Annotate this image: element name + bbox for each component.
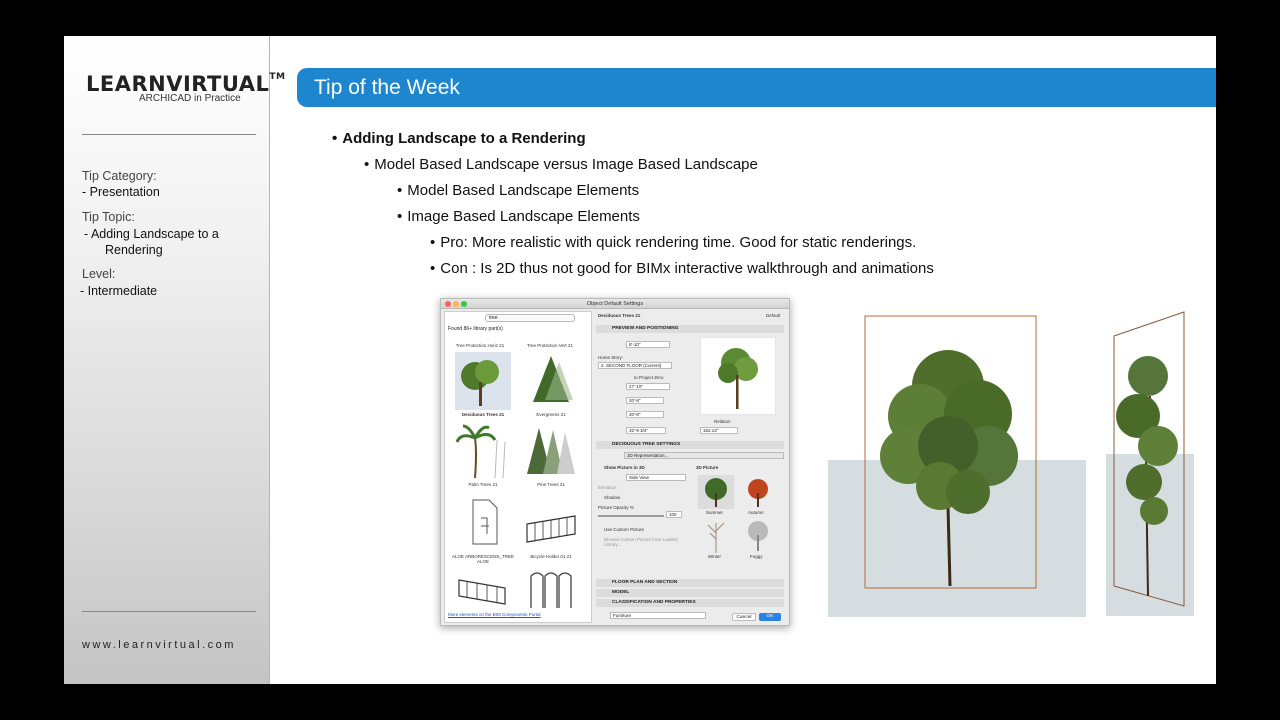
width-field[interactable]: 20'-8" [626,397,664,404]
default-label: Default [766,313,781,318]
found-count: Found 86+ library part(s) [448,326,503,332]
bullet-level-4: • Con : Is 2D thus not good for BIMx interactive walkthrough and animations [430,260,934,277]
show-picture-checkbox[interactable]: Show Picture in 3D [604,465,645,470]
shadow-checkbox[interactable]: Shadow [604,495,621,500]
library-search-input[interactable]: tree [485,314,575,322]
home-story-label: Home Story: [598,355,624,360]
opacity-field[interactable]: 100 [666,511,682,518]
tree-thumbnail-palm-icon[interactable] [455,422,511,480]
tip-category-label: Tip Category: [82,169,157,183]
ok-button[interactable]: OK [759,613,781,621]
dialog-titlebar [441,299,789,309]
settings-panel [596,311,788,623]
lib-item-label: Tree Protection Vert 21 [526,343,574,348]
season-foggy-label: Foggy [750,554,763,559]
section-model[interactable]: MODEL [596,589,784,597]
section-tree-settings[interactable]: DECIDUOUS TREE SETTINGS [596,441,784,449]
lib-item-label: Bicycle Holder 01 21 [530,554,572,559]
sidebar [64,36,286,684]
season-summer-label: Summer [706,510,724,515]
slide [64,36,1216,684]
tip-topic-value-cont: Rendering [105,243,163,257]
rotation-field[interactable]: 162.13° [700,427,738,434]
project-zero-field[interactable]: 27'-10" [626,383,670,390]
opacity-label: Picture Opacity % [598,505,634,510]
section-preview[interactable]: PREVIEW AND POSITIONING [596,325,784,333]
bullet-level-1: • Adding Landscape to a Rendering [332,130,586,147]
bullet-level-3: • Model Based Landscape Elements [397,182,639,199]
object-settings-dialog [440,298,790,626]
bullet-level-2: • Model Based Landscape versus Image Based Landscape [364,156,758,173]
slide-title: Tip of the Week [314,76,460,99]
object-name: Deciduous Trees 21 [598,313,641,318]
section-classification[interactable]: CLASSIFICATION AND PROPERTIES [596,599,784,607]
home-story-select[interactable]: 2. SECOND FLOOR (Current) [598,362,672,369]
library-panel [444,311,592,623]
sidebar-divider [82,134,256,135]
fence-thumbnail-icon[interactable] [455,568,511,626]
to-project-zero[interactable]: to Project Zero [634,375,664,380]
file-thumbnail-icon[interactable] [455,494,511,552]
elevation-label: Elevation [598,485,617,490]
bullet-level-3: • Image Based Landscape Elements [397,208,640,225]
cancel-button[interactable]: Cancel [732,613,756,621]
level-label: Level: [82,267,116,281]
level-value: - Intermediate [80,284,158,298]
tip-topic-value: - Adding Landscape to a [84,227,219,241]
season-picture-grid[interactable] [696,473,780,557]
tip-topic-label: Tip Topic: [82,210,135,224]
lib-item-label: Deciduous Trees 21 [461,412,505,417]
season-autumn-label: Autumn [748,510,764,515]
sidebar-divider-bottom [82,611,256,612]
representation-nav[interactable]: 3D Representation... [624,452,784,459]
bicycle-holder-thumbnail-icon[interactable] [523,494,579,552]
relation-label: Relation [714,419,731,424]
logo: LEARNVIRTUAL™ [86,72,286,96]
tip-category-value: - Presentation [82,185,160,199]
website-link[interactable]: www.learnvirtual.com [82,639,236,651]
angle-field[interactable]: 32'-9 3/4" [626,427,666,434]
lib-item-label: Palm Trees 21 [468,482,498,487]
lib-item-label: Tree Protection Horiz 21 [455,343,505,348]
season-winter-label: Winter [708,554,722,559]
tree-thumbnail-pine-icon[interactable] [523,422,579,480]
tree-preview-icon [700,337,776,415]
lib-item-label: Pine Trees 21 [537,482,565,487]
elevation-field[interactable]: 8'-10" [626,341,670,348]
bullet-level-4: • Pro: More realistic with quick rendering time. Good for static renderings. [430,234,916,251]
tree-thumbnail-evergreen-icon[interactable] [523,352,579,410]
title-banner [297,68,1216,107]
bim-portal-link[interactable]: More elements on the BIM Components Portal [448,612,541,617]
layer-select[interactable]: Furniture [610,612,706,619]
browse-custom-label: Browse Custom Picture from Loaded Library... [604,537,678,547]
tree-thumbnail-deciduous-icon[interactable] [455,352,511,410]
height-field[interactable]: 20'-8" [626,411,664,418]
picture-3d-label: 3D Picture [696,465,719,470]
bike-rack-thumbnail-icon[interactable] [523,568,579,626]
opacity-slider[interactable] [598,515,664,517]
section-floor-plan[interactable]: FLOOR PLAN AND SECTION [596,579,784,587]
logo-subtitle: ARCHICAD in Practice [139,93,241,104]
lib-item-label: Evergreens 21 [536,412,566,417]
lib-item-label: ALOE ARBORESCENS_TREE ALOE [451,554,515,564]
logo-tm: TM [269,72,286,82]
side-view-select[interactable]: Side View [626,474,686,481]
image-landscape-render [828,306,1198,626]
dialog-title: Object Default Settings [586,301,644,307]
use-custom-checkbox[interactable]: Use Custom Picture [604,527,645,532]
